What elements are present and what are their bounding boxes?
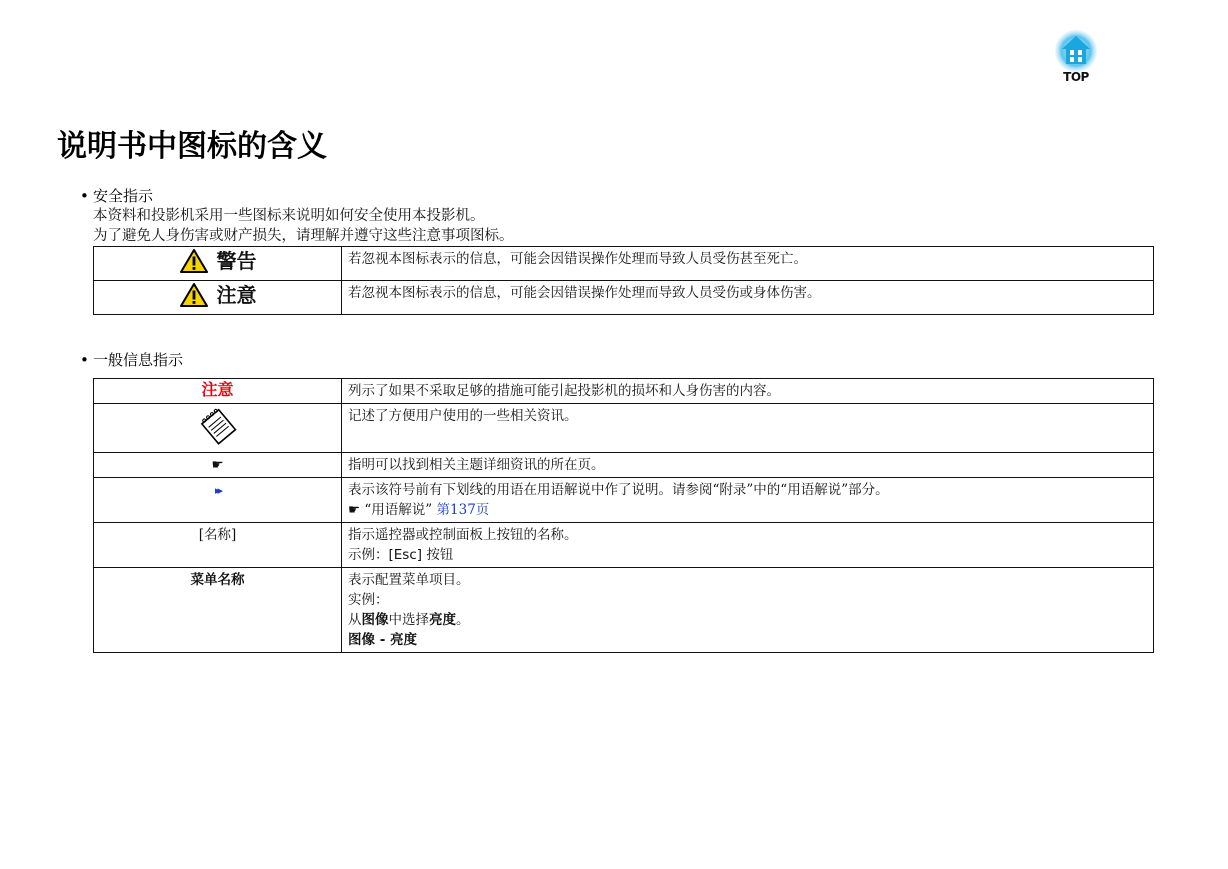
pointer-desc: 指明可以找到相关主题详细资讯的所在页。 — [342, 453, 1154, 478]
safety-intro-line1: 本资料和投影机采用一些图标来说明如何安全使用本投影机。 — [93, 208, 485, 224]
general-heading — [80, 350, 1154, 370]
safety-table — [93, 246, 1154, 315]
warning-desc: 若忽视本图标表示的信息，可能会因错误操作处理而导致人员受伤甚至死亡。 — [342, 247, 1154, 281]
caution-label: 注意 — [216, 283, 257, 307]
note-desc: 记述了方便用户使用的一些相关资讯。 — [342, 404, 1154, 453]
bullet-icon: • — [80, 187, 89, 205]
safety-intro-line2: 为了避免人身伤害或财产损失，请理解并遵守这些注意事项图标。 — [93, 228, 514, 244]
general-section — [80, 350, 1154, 653]
safety-heading — [80, 186, 1154, 206]
glossary-ref — [348, 500, 1147, 520]
glossary-page-link[interactable]: 第137页 — [436, 502, 490, 518]
table-row — [94, 568, 1154, 653]
warning-triangle-icon — [179, 248, 209, 274]
name-desc: 指示遥控器或控制面板上按钮的名称。 — [348, 527, 578, 543]
safety-section — [80, 186, 1154, 315]
attention-label-cell — [94, 379, 342, 404]
table-row — [94, 247, 1154, 281]
warning-label-cell — [94, 247, 342, 281]
table-row — [94, 281, 1154, 315]
menu-example-from: 从 — [348, 612, 362, 628]
esc-key-label: [Esc] — [388, 547, 423, 563]
home-house-icon — [1050, 28, 1102, 72]
notepad-icon — [197, 407, 239, 445]
caution-label-cell — [94, 281, 342, 315]
bullet-icon: • — [80, 351, 89, 369]
menu-example-mid: 中选择 — [388, 612, 429, 628]
caution-desc: 若忽视本图标表示的信息，可能会因错误操作处理而导致人员受伤或身体伤害。 — [342, 281, 1154, 315]
table-row — [94, 404, 1154, 453]
glossary-desc: 表示该符号前有下划线的用语在用语解说中作了说明。请参阅“附录”中的“用语解说”部分。 — [348, 482, 889, 498]
warning-triangle-icon — [179, 282, 209, 308]
menu-example — [348, 610, 1147, 630]
attention-desc: 列示了如果不采取足够的措施可能引起投影机的损坏和人身伤害的内容。 — [342, 379, 1154, 404]
glossary-cell — [94, 478, 342, 523]
general-table — [93, 378, 1154, 653]
glossary-desc-cell — [342, 478, 1154, 523]
table-row — [94, 379, 1154, 404]
double-arrow-icon: ▸▸ — [214, 484, 221, 497]
note-icon-cell — [94, 404, 342, 453]
name-example-suffix: 按钮 — [422, 547, 454, 563]
menu-label: 菜单名称 — [190, 572, 245, 588]
table-row — [94, 478, 1154, 523]
top-label: TOP — [1063, 70, 1089, 84]
pointer-cell — [94, 453, 342, 478]
menu-example-item1: 图像 — [361, 612, 389, 628]
name-desc-cell — [342, 523, 1154, 568]
general-heading-text: 一般信息指示 — [93, 351, 184, 369]
menu-example-label: 实例： — [348, 592, 389, 608]
name-label-cell — [94, 523, 342, 568]
menu-desc: 表示配置菜单项目。 — [348, 572, 470, 588]
menu-example-item2: 亮度 — [429, 612, 456, 628]
table-row — [94, 523, 1154, 568]
menu-label-cell — [94, 568, 342, 653]
glossary-ref-text: “用语解说” — [364, 502, 433, 518]
name-example — [348, 545, 1147, 565]
menu-desc-cell — [342, 568, 1154, 653]
menu-example-end: 。 — [456, 612, 470, 628]
safety-heading-text: 安全指示 — [93, 187, 154, 205]
pointing-hand-icon: ☛ — [348, 502, 361, 518]
name-example-prefix: 示例： — [348, 547, 389, 563]
menu-path: 图像 - 亮度 — [348, 632, 418, 648]
table-row — [94, 453, 1154, 478]
warning-label: 警告 — [216, 249, 257, 273]
page-title: 说明书中图标的含义 — [57, 129, 327, 164]
attention-label: 注意 — [201, 380, 234, 399]
pointing-hand-icon: ☛ — [211, 457, 224, 473]
name-label: [名称] — [198, 527, 237, 543]
top-button[interactable] — [1050, 28, 1102, 88]
